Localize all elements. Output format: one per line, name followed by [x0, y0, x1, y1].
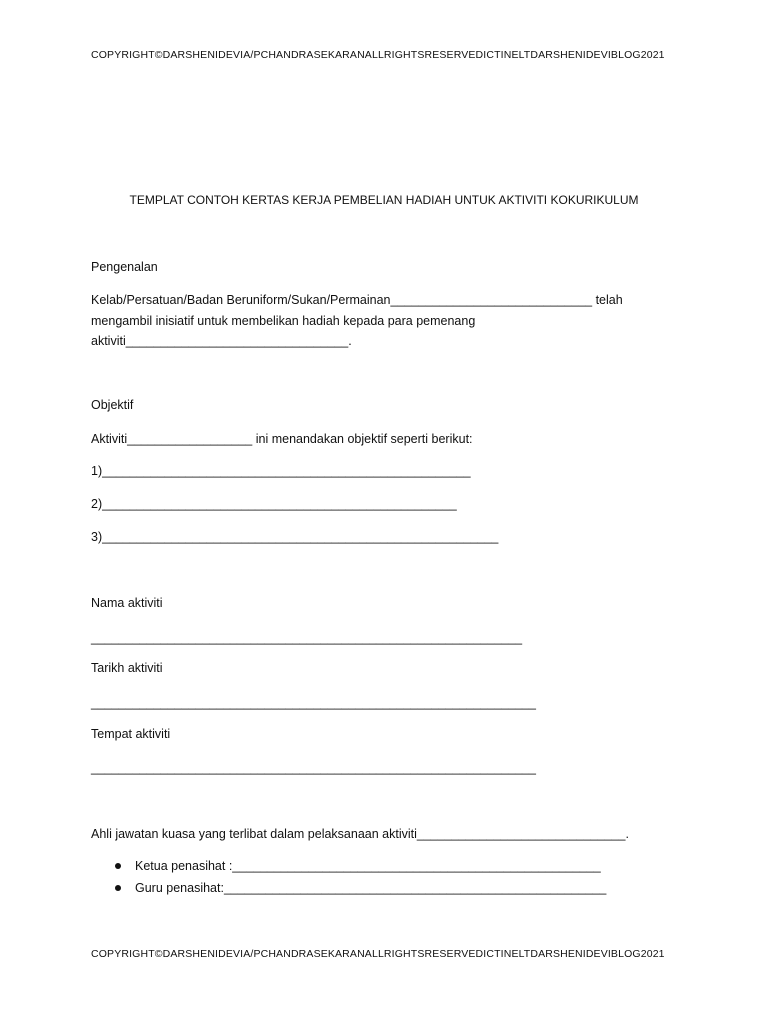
- footer-copyright: COPYRIGHT©DARSHENIDEVIA/PCHANDRASEKARANALLRIGHTSRESERVEDICTINELTDARSHENIDEVIBLOG2021: [91, 948, 665, 960]
- bullet-icon: [115, 863, 121, 869]
- guru-penasihat-line: Guru penasihat:_______________________________________________________: [135, 881, 607, 895]
- list-item: [91, 858, 606, 880]
- tarikh-aktiviti-blank: ________________________________________________________________: [91, 696, 536, 710]
- pengenalan-line-3: aktiviti________________________________.: [91, 334, 352, 348]
- nama-aktiviti-blank: ______________________________________________________________: [91, 631, 523, 645]
- bullet-icon: [115, 885, 121, 891]
- pengenalan-heading: Pengenalan: [91, 260, 158, 274]
- document-title: TEMPLAT CONTOH KERTAS KERJA PEMBELIAN HADIAH UNTUK AKTIVITI KOKURIKULUM: [129, 193, 639, 207]
- pengenalan-line-1: Kelab/Persatuan/Badan Beruniform/Sukan/Permainan_____________________________ telah: [91, 293, 623, 307]
- tarikh-aktiviti-heading: Tarikh aktiviti: [91, 661, 163, 675]
- list-item: [91, 880, 606, 902]
- ketua-penasihat-line: Ketua penasihat :_____________________________________________________: [135, 859, 601, 873]
- objektif-intro: Aktiviti__________________ ini menandakan objektif seperti berikut:: [91, 432, 473, 446]
- objektif-item-2: 2)___________________________________________________: [91, 497, 457, 511]
- objektif-item-3: 3)_________________________________________________________: [91, 530, 499, 544]
- header-copyright: COPYRIGHT©DARSHENIDEVIA/PCHANDRASEKARANALLRIGHTSRESERVEDICTINELTDARSHENIDEVIBLOG2021: [91, 49, 665, 61]
- ahli-jawatan-kuasa-heading: Ahli jawatan kuasa yang terlibat dalam pelaksanaan aktiviti______________________________.: [91, 827, 629, 841]
- objektif-heading: Objektif: [91, 398, 134, 412]
- pengenalan-line-2: mengambil inisiatif untuk membelikan hadiah kepada para pemenang: [91, 314, 476, 328]
- ahli-list: [91, 858, 606, 902]
- nama-aktiviti-heading: Nama aktiviti: [91, 596, 163, 610]
- tempat-aktiviti-blank: ________________________________________________________________: [91, 761, 536, 775]
- tempat-aktiviti-heading: Tempat aktiviti: [91, 727, 171, 741]
- objektif-item-1: 1)_____________________________________________________: [91, 464, 471, 478]
